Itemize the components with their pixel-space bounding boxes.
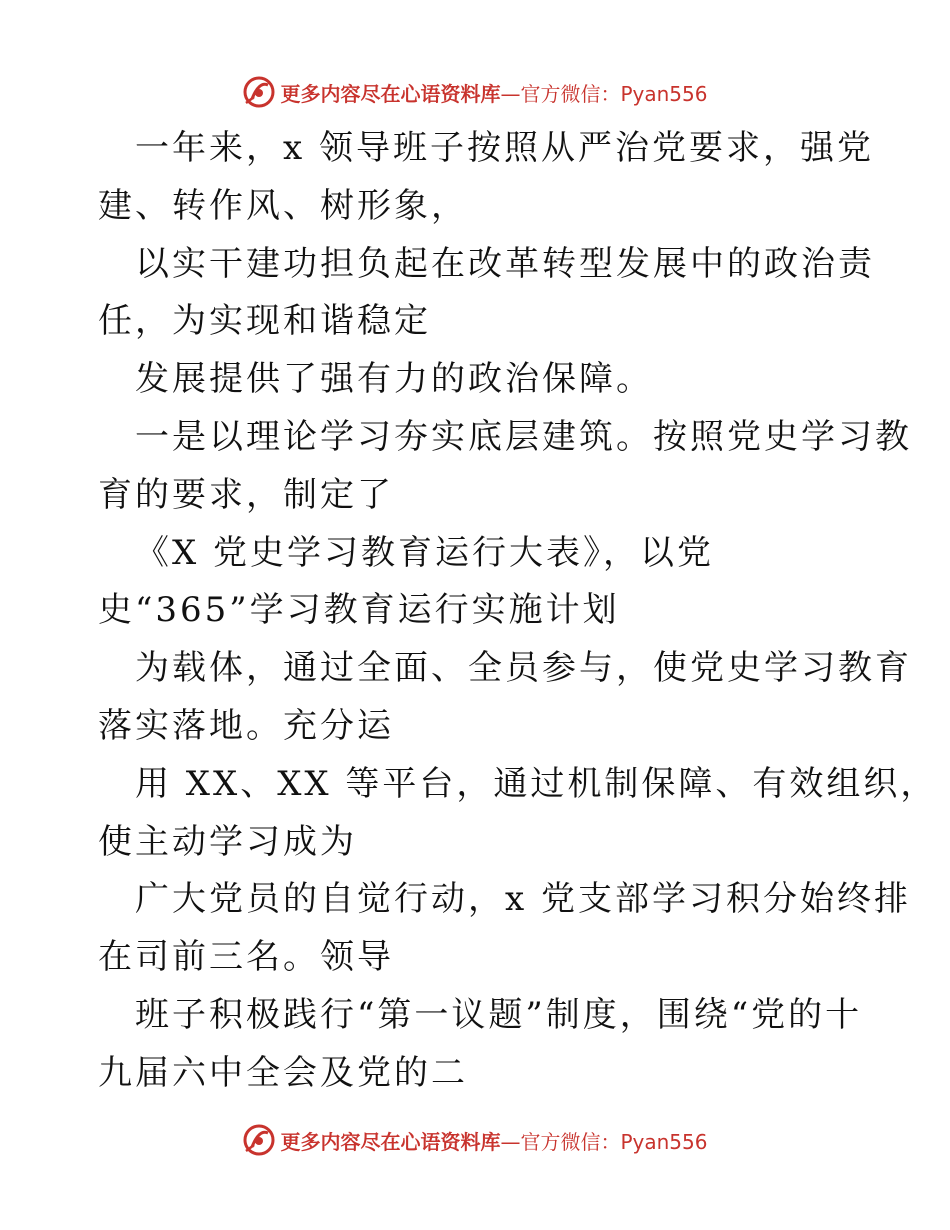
paragraph-line: 用 XX、XX 等平台，通过机制保障、有效组织，: [135, 763, 938, 804]
document-body: [98, 120, 938, 1103]
paragraph-line: 育的要求，制定了: [98, 474, 394, 515]
paragraph-line: 一是以理论学习夯实底层建筑。按照党史学习教: [135, 416, 912, 457]
paragraph-line: 在司前三名。领导: [98, 937, 394, 978]
paragraph-line: 发展提供了强有力的政治保障。: [135, 359, 653, 400]
paragraph-line: 广大党员的自觉行动，x 党支部学习积分始终排: [135, 879, 911, 920]
paragraph-line: 为载体，通过全面、全员参与，使党史学习教育: [135, 648, 912, 689]
paragraph-line: 以实干建功担负起在改革转型发展中的政治责: [135, 243, 875, 284]
header-banner-title: 更多内容尽在心语资料库: [280, 81, 501, 106]
paragraph-line: 落实落地。充分运: [98, 705, 394, 746]
paragraph-line: 一年来，x 领导班子按照从严治党要求，强党: [135, 128, 874, 168]
paragraph-line: 史“365”学习教育运行实施计划: [98, 590, 620, 631]
paragraph-line: 建、转作风、树形象，: [98, 185, 468, 226]
paragraph-line: 使主动学习成为: [98, 821, 357, 862]
footer-watermark-banner: [0, 1120, 950, 1160]
paragraph-line: 任，为实现和谐稳定: [98, 301, 431, 342]
paragraph-line: 《X 党史学习教育运行大表》，以党: [135, 532, 715, 573]
footer-banner-contact: —官方微信：Pyan556: [500, 1129, 708, 1154]
header-banner-contact: —官方微信：Pyan556: [500, 81, 708, 106]
header-watermark-banner: [0, 72, 950, 112]
footer-banner-title: 更多内容尽在心语资料库: [280, 1129, 501, 1154]
seal-logo-icon: [242, 1123, 276, 1157]
paragraph-line: 班子积极践行“第一议题”制度，围绕“党的十: [135, 994, 863, 1035]
seal-logo-icon: [242, 75, 276, 109]
paragraph-line: 九届六中全会及党的二: [98, 1052, 468, 1093]
